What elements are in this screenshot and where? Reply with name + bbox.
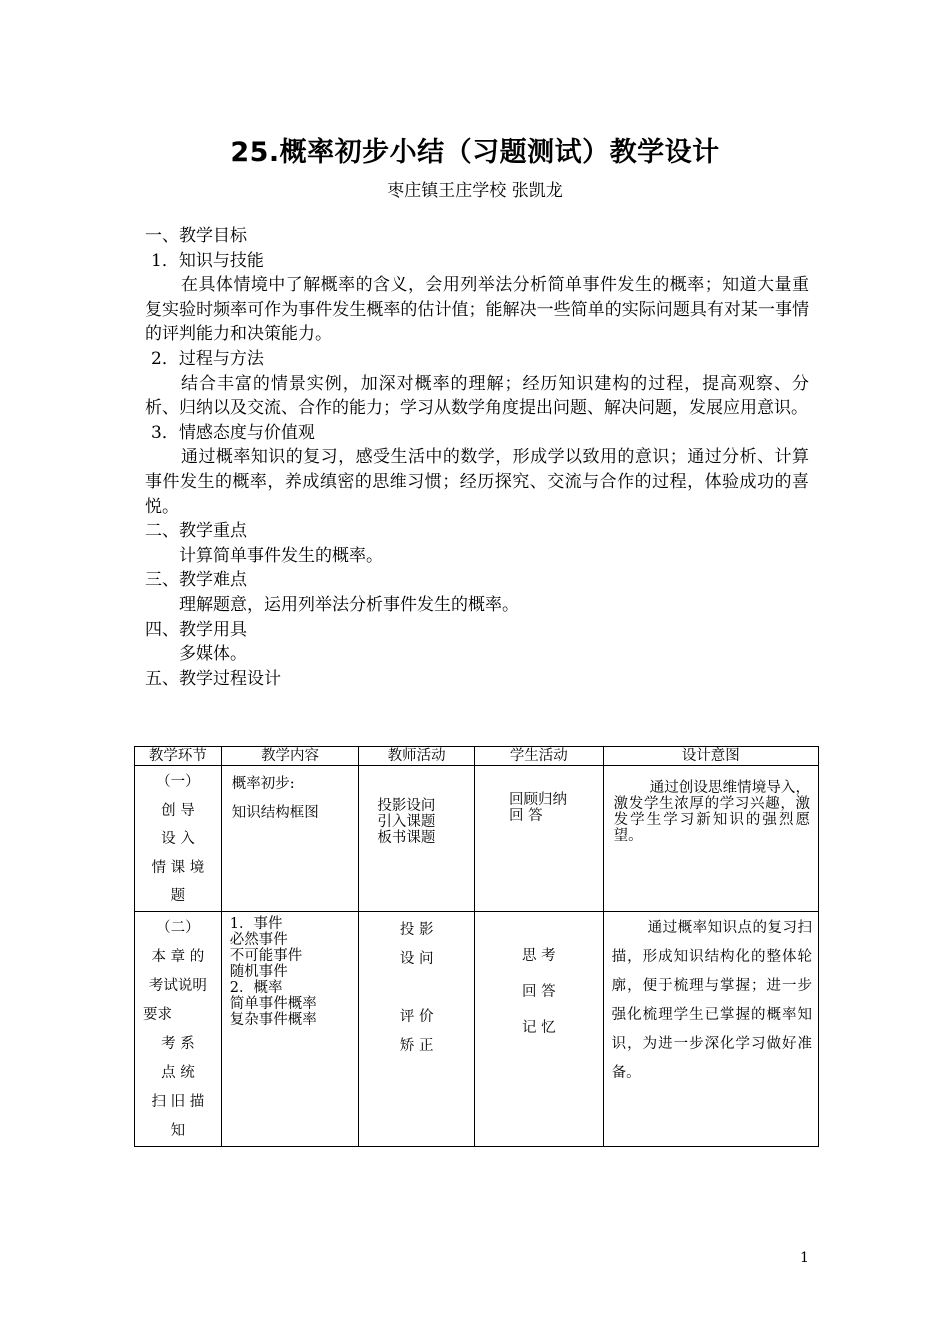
page-number: 1 bbox=[800, 1250, 809, 1266]
subheading-attitude: 3．情感态度与价值观 bbox=[151, 422, 315, 443]
teaching-process-table bbox=[134, 746, 819, 1147]
row1-intent: 通过创设思维情境导入，激发学生浓厚的学习兴趣，激发学生学习新知识的强烈愿望。 bbox=[603, 766, 818, 912]
document-title: 25.概率初步小结（习题测试）教学设计 bbox=[230, 137, 720, 168]
body-text bbox=[145, 224, 809, 691]
header-stage: 教学环节 bbox=[135, 747, 222, 766]
paragraph-key-points: 计算简单事件发生的概率。 bbox=[179, 545, 383, 566]
subheading-process: 2．过程与方法 bbox=[151, 348, 264, 369]
paragraph-difficulties: 理解题意，运用列举法分析事件发生的概率。 bbox=[179, 594, 519, 615]
row1-stage: （一） 创 导 设 入 情 课 境 题 bbox=[135, 766, 222, 912]
header-teacher: 教师活动 bbox=[359, 747, 475, 766]
section-heading-key-points: 二、教学重点 bbox=[145, 521, 247, 542]
section-heading-process-design: 五、教学过程设计 bbox=[145, 668, 281, 689]
table-row bbox=[135, 766, 819, 912]
paragraph-tools: 多媒体。 bbox=[179, 644, 247, 665]
row2-intent: 通过概率知识点的复习扫描，形成知识结构化的整体轮廓，便于梳理与掌握；进一步强化梳理学生已掌握的概率知识，为进一步深化学习做好准备。 bbox=[603, 911, 818, 1146]
row1-teacher: 投影设问 引入课题 板书课题 bbox=[359, 766, 475, 912]
table-header-row bbox=[135, 747, 819, 766]
author-line: 枣庄镇王庄学校 张凯龙 bbox=[387, 181, 563, 201]
header-intent: 设计意图 bbox=[603, 747, 818, 766]
section-heading-difficulties: 三、教学难点 bbox=[145, 570, 247, 591]
paragraph-attitude: 通过概率知识的复习，感受生活中的数学，形成学以致用的意识；通过分析、计算事件发生的概率，养成缜密的思维习惯；经历探究、交流与合作的过程，体验成功的喜悦。 bbox=[145, 447, 809, 517]
row2-student: 思 考 回 答 记 忆 bbox=[474, 911, 603, 1146]
row2-content: 1．事件 必然事件 不可能事件 随机事件 2．概率 简单事件概率 复杂事件概率 bbox=[221, 911, 359, 1146]
section-heading-tools: 四、教学用具 bbox=[145, 619, 247, 640]
paragraph-knowledge: 在具体情境中了解概率的含义，会用列举法分析简单事件发生的概率；知道大量重复实验时频率可作为事件发生概率的估计值；能解决一些简单的实际问题具有对某一事情的评判能力和决策能力。 bbox=[145, 275, 809, 345]
subheading-knowledge: 1．知识与技能 bbox=[151, 250, 264, 271]
row1-student: 回顾归纳 回 答 bbox=[474, 766, 603, 912]
table-row bbox=[135, 911, 819, 1146]
row2-stage: （二） 本 章 的 考试说明 要求 考 系 点 统 扫 旧 描 知 bbox=[135, 911, 222, 1146]
header-student: 学生活动 bbox=[474, 747, 603, 766]
header-content: 教学内容 bbox=[221, 747, 359, 766]
row1-content: 概率初步: 知识结构框图 bbox=[221, 766, 359, 912]
row2-teacher: 投 影 设 问 评 价 矫 正 bbox=[359, 911, 475, 1146]
paragraph-process: 结合丰富的情景实例，加深对概率的理解；经历知识建构的过程，提高观察、分析、归纳以及交流、合作的能力；学习从数学角度提出问题、解决问题，发展应用意识。 bbox=[145, 373, 809, 419]
section-heading-goals: 一、教学目标 bbox=[145, 226, 247, 246]
